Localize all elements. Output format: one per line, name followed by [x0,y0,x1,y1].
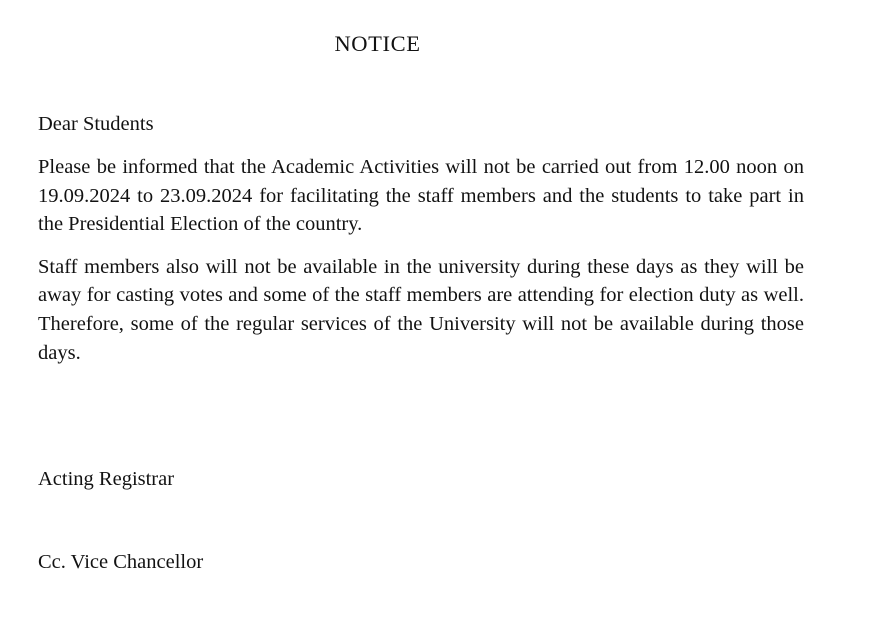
notice-body [38,110,804,367]
signatory-title: Acting Registrar [38,468,175,490]
signature-block [38,465,538,493]
carbon-copy-line: Cc. Vice Chancellor [38,551,204,573]
page-title: NOTICE [334,31,421,56]
notice-paragraph-2: Staff members also will not be available in the university during these days as they will be away for casting votes and some of the staff members are attending for election duty as well. Therefore, some of the regular services of the University will not be available during those days. [38,255,804,364]
notice-paragraph-1: Please be informed that the Academic Activities will not be carried out from 12.00 noon on 19.09.2024 to 23.09.2024 for facilitating the staff members and the students to take part in the Presidential Election of the country. [38,156,804,236]
salutation: Dear Students [38,113,154,135]
